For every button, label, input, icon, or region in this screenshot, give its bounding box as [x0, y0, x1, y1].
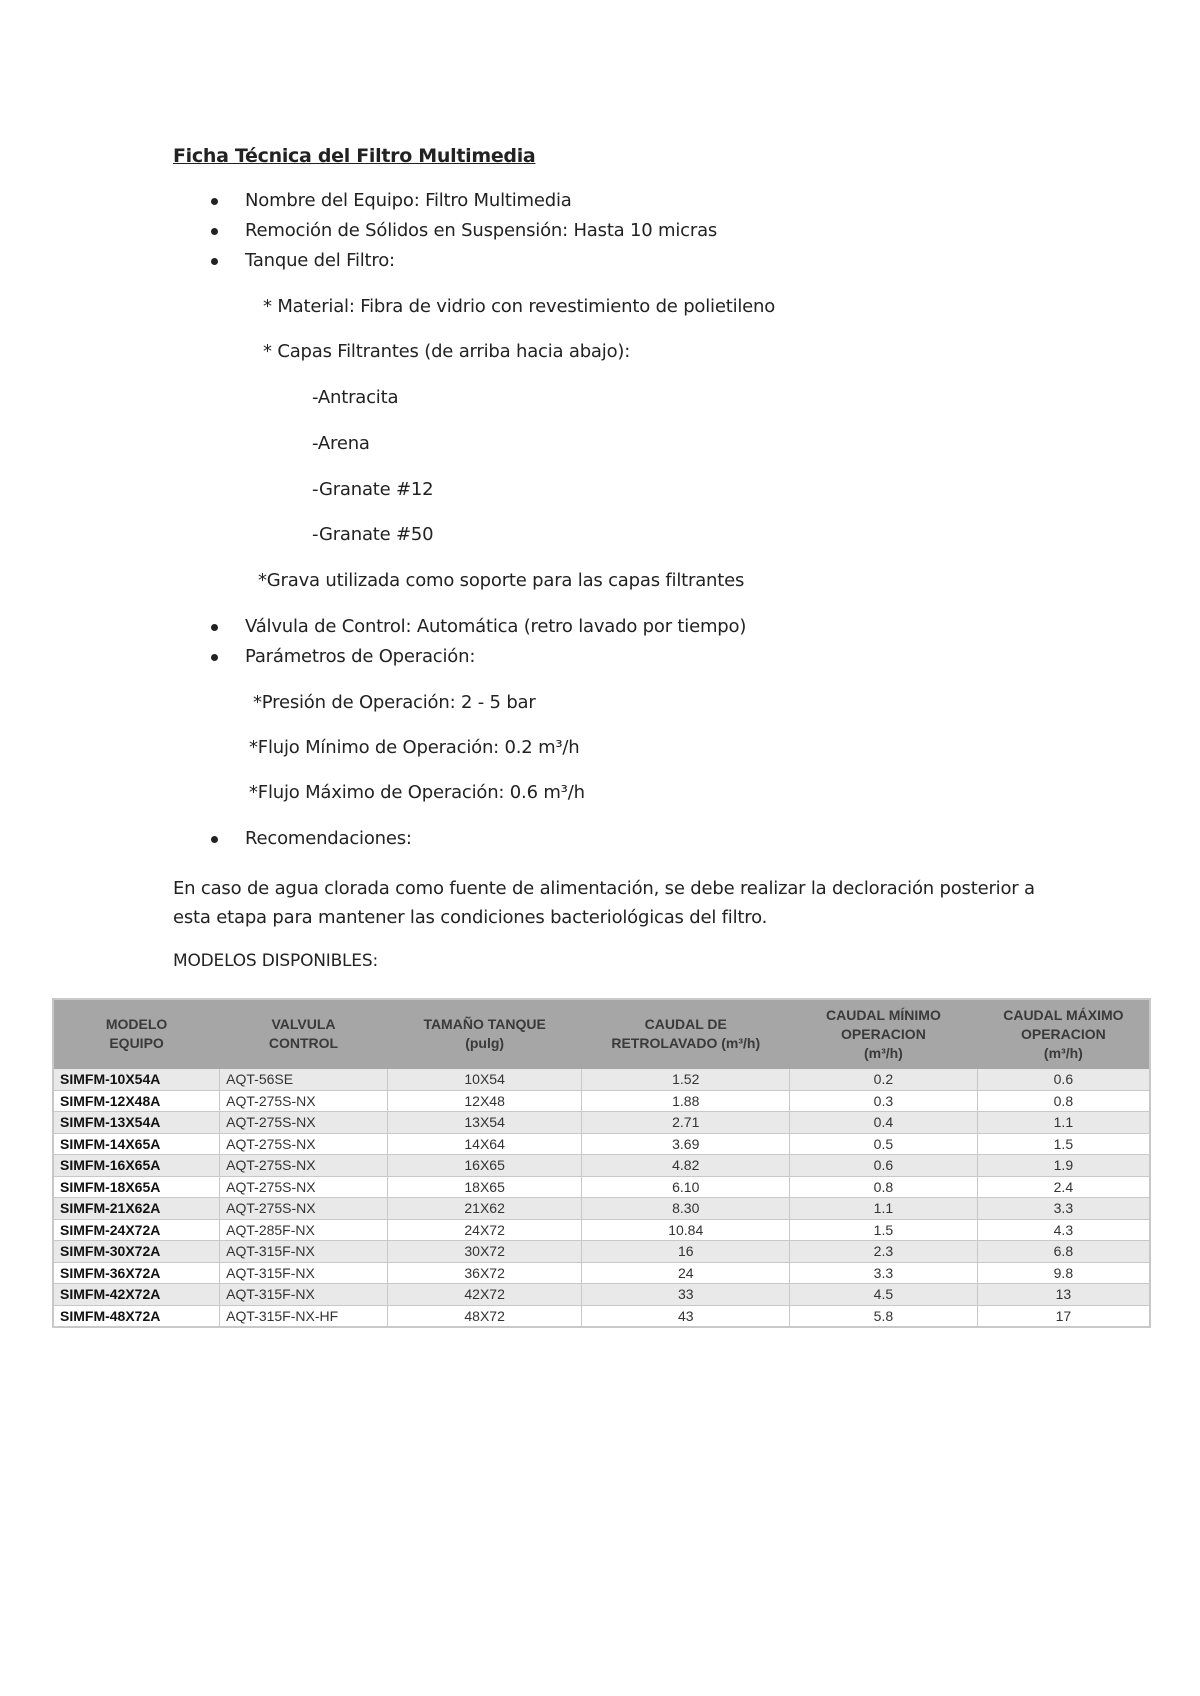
valve-cell: AQT-275S-NX: [220, 1155, 388, 1177]
backwash-flow-cell: 2.71: [582, 1112, 790, 1134]
pressure-line: *Presión de Operación: 2 - 5 bar: [253, 692, 536, 713]
table-header-row: [53, 999, 1150, 1069]
min-flow-cell: 3.3: [790, 1262, 978, 1284]
min-flow-cell: 1.1: [790, 1198, 978, 1220]
model-cell: SIMFM-12X48A: [53, 1090, 220, 1112]
max-flow-cell: 4.3: [977, 1219, 1150, 1241]
recommendations-line: Recomendaciones:: [245, 828, 412, 849]
bullet-icon: [211, 228, 218, 235]
max-flow-cell: 1.5: [977, 1133, 1150, 1155]
tank-material-line: * Material: Fibra de vidrio con revestimiento de polietileno: [263, 296, 776, 317]
header-caudal-maximo: CAUDAL MÁXIMO OPERACION (m³/h): [977, 999, 1150, 1069]
backwash-flow-cell: 8.30: [582, 1198, 790, 1220]
valve-cell: AQT-275S-NX: [220, 1112, 388, 1134]
backwash-flow-cell: 10.84: [582, 1219, 790, 1241]
model-cell: SIMFM-42X72A: [53, 1284, 220, 1306]
min-flow-cell: 1.5: [790, 1219, 978, 1241]
valve-cell: AQT-285F-NX: [220, 1219, 388, 1241]
layer-arena: -Arena: [312, 433, 370, 454]
max-flow-line: *Flujo Máximo de Operación: 0.6 m³/h: [249, 782, 585, 803]
max-flow-cell: 1.9: [977, 1155, 1150, 1177]
min-flow-cell: 0.6: [790, 1155, 978, 1177]
recommendation-paragraph: En caso de agua clorada como fuente de alimentación, se debe realizar la decloración posterior a esta etapa para mantener las condiciones bacteriológicas del filtro.: [173, 878, 1035, 928]
table-row: [53, 1133, 1150, 1155]
backwash-flow-cell: 16: [582, 1241, 790, 1263]
table-row: [53, 1176, 1150, 1198]
gravel-line: *Grava utilizada como soporte para las capas filtrantes: [258, 570, 745, 591]
bullet-icon: [211, 836, 218, 843]
tank-size-cell: 13X54: [387, 1112, 582, 1134]
backwash-flow-cell: 24: [582, 1262, 790, 1284]
model-cell: SIMFM-13X54A: [53, 1112, 220, 1134]
valve-cell: AQT-275S-NX: [220, 1090, 388, 1112]
min-flow-cell: 5.8: [790, 1305, 978, 1327]
table-row: [53, 1198, 1150, 1220]
tank-line: Tanque del Filtro:: [245, 250, 395, 271]
filter-layers-line: * Capas Filtrantes (de arriba hacia abajo):: [263, 341, 631, 362]
page-title: Ficha Técnica del Filtro Multimedia: [173, 145, 536, 167]
table-row: [53, 1284, 1150, 1306]
table-row: [53, 1241, 1150, 1263]
valve-cell: AQT-56SE: [220, 1069, 388, 1091]
max-flow-cell: 13: [977, 1284, 1150, 1306]
layer-granate-50: -Granate #50: [312, 524, 434, 545]
table-row: [53, 1305, 1150, 1327]
header-caudal-retrolavado: CAUDAL DE RETROLAVADO (m³/h): [582, 999, 790, 1069]
model-cell: SIMFM-30X72A: [53, 1241, 220, 1263]
min-flow-cell: 0.8: [790, 1176, 978, 1198]
min-flow-cell: 0.4: [790, 1112, 978, 1134]
header-modelo-equipo: MODELO EQUIPO: [53, 999, 220, 1069]
min-flow-cell: 0.5: [790, 1133, 978, 1155]
backwash-flow-cell: 6.10: [582, 1176, 790, 1198]
tank-size-cell: 18X65: [387, 1176, 582, 1198]
header-valvula-control: VALVULA CONTROL: [220, 999, 388, 1069]
model-cell: SIMFM-18X65A: [53, 1176, 220, 1198]
models-heading: MODELOS DISPONIBLES:: [173, 951, 378, 971]
backwash-flow-cell: 1.52: [582, 1069, 790, 1091]
tank-size-cell: 21X62: [387, 1198, 582, 1220]
table-row: [53, 1262, 1150, 1284]
min-flow-cell: 4.5: [790, 1284, 978, 1306]
valve-cell: AQT-315F-NX: [220, 1262, 388, 1284]
valve-cell: AQT-275S-NX: [220, 1176, 388, 1198]
backwash-flow-cell: 3.69: [582, 1133, 790, 1155]
tank-size-cell: 24X72: [387, 1219, 582, 1241]
max-flow-cell: 3.3: [977, 1198, 1150, 1220]
valve-cell: AQT-315F-NX: [220, 1241, 388, 1263]
bullet-icon: [211, 258, 218, 265]
backwash-flow-cell: 43: [582, 1305, 790, 1327]
model-cell: SIMFM-14X65A: [53, 1133, 220, 1155]
backwash-flow-cell: 33: [582, 1284, 790, 1306]
tank-size-cell: 48X72: [387, 1305, 582, 1327]
max-flow-cell: 0.8: [977, 1090, 1150, 1112]
max-flow-cell: 0.6: [977, 1069, 1150, 1091]
model-cell: SIMFM-48X72A: [53, 1305, 220, 1327]
header-tamano-tanque: TAMAÑO TANQUE (pulg): [387, 999, 582, 1069]
operation-params-line: Parámetros de Operación:: [245, 646, 476, 667]
control-valve-line: Válvula de Control: Automática (retro lavado por tiempo): [245, 616, 747, 637]
tank-size-cell: 14X64: [387, 1133, 582, 1155]
table-row: [53, 1219, 1150, 1241]
max-flow-cell: 2.4: [977, 1176, 1150, 1198]
model-cell: SIMFM-10X54A: [53, 1069, 220, 1091]
max-flow-cell: 6.8: [977, 1241, 1150, 1263]
min-flow-cell: 0.2: [790, 1069, 978, 1091]
tank-size-cell: 10X54: [387, 1069, 582, 1091]
valve-cell: AQT-275S-NX: [220, 1133, 388, 1155]
bullet-icon: [211, 624, 218, 631]
tank-size-cell: 30X72: [387, 1241, 582, 1263]
models-table: [52, 998, 1151, 1328]
table-row: [53, 1112, 1150, 1134]
max-flow-cell: 17: [977, 1305, 1150, 1327]
table-row: [53, 1069, 1150, 1091]
bullet-icon: [211, 654, 218, 661]
min-flow-cell: 2.3: [790, 1241, 978, 1263]
model-cell: SIMFM-36X72A: [53, 1262, 220, 1284]
model-cell: SIMFM-21X62A: [53, 1198, 220, 1220]
model-cell: SIMFM-24X72A: [53, 1219, 220, 1241]
valve-cell: AQT-275S-NX: [220, 1198, 388, 1220]
backwash-flow-cell: 4.82: [582, 1155, 790, 1177]
equipment-name-line: Nombre del Equipo: Filtro Multimedia: [245, 190, 572, 211]
model-cell: SIMFM-16X65A: [53, 1155, 220, 1177]
backwash-flow-cell: 1.88: [582, 1090, 790, 1112]
table-row: [53, 1155, 1150, 1177]
valve-cell: AQT-315F-NX: [220, 1284, 388, 1306]
solids-removal-line: Remoción de Sólidos en Suspensión: Hasta 10 micras: [245, 220, 718, 241]
min-flow-cell: 0.3: [790, 1090, 978, 1112]
valve-cell: AQT-315F-NX-HF: [220, 1305, 388, 1327]
tank-size-cell: 36X72: [387, 1262, 582, 1284]
table-row: [53, 1090, 1150, 1112]
max-flow-cell: 1.1: [977, 1112, 1150, 1134]
tank-size-cell: 16X65: [387, 1155, 582, 1177]
min-flow-line: *Flujo Mínimo de Operación: 0.2 m³/h: [249, 737, 580, 758]
tank-size-cell: 42X72: [387, 1284, 582, 1306]
layer-granate-12: -Granate #12: [312, 479, 434, 500]
tank-size-cell: 12X48: [387, 1090, 582, 1112]
header-caudal-minimo: CAUDAL MÍNIMO OPERACION (m³/h): [790, 999, 978, 1069]
layer-antracita: -Antracita: [312, 387, 399, 408]
max-flow-cell: 9.8: [977, 1262, 1150, 1284]
bullet-icon: [211, 198, 218, 205]
